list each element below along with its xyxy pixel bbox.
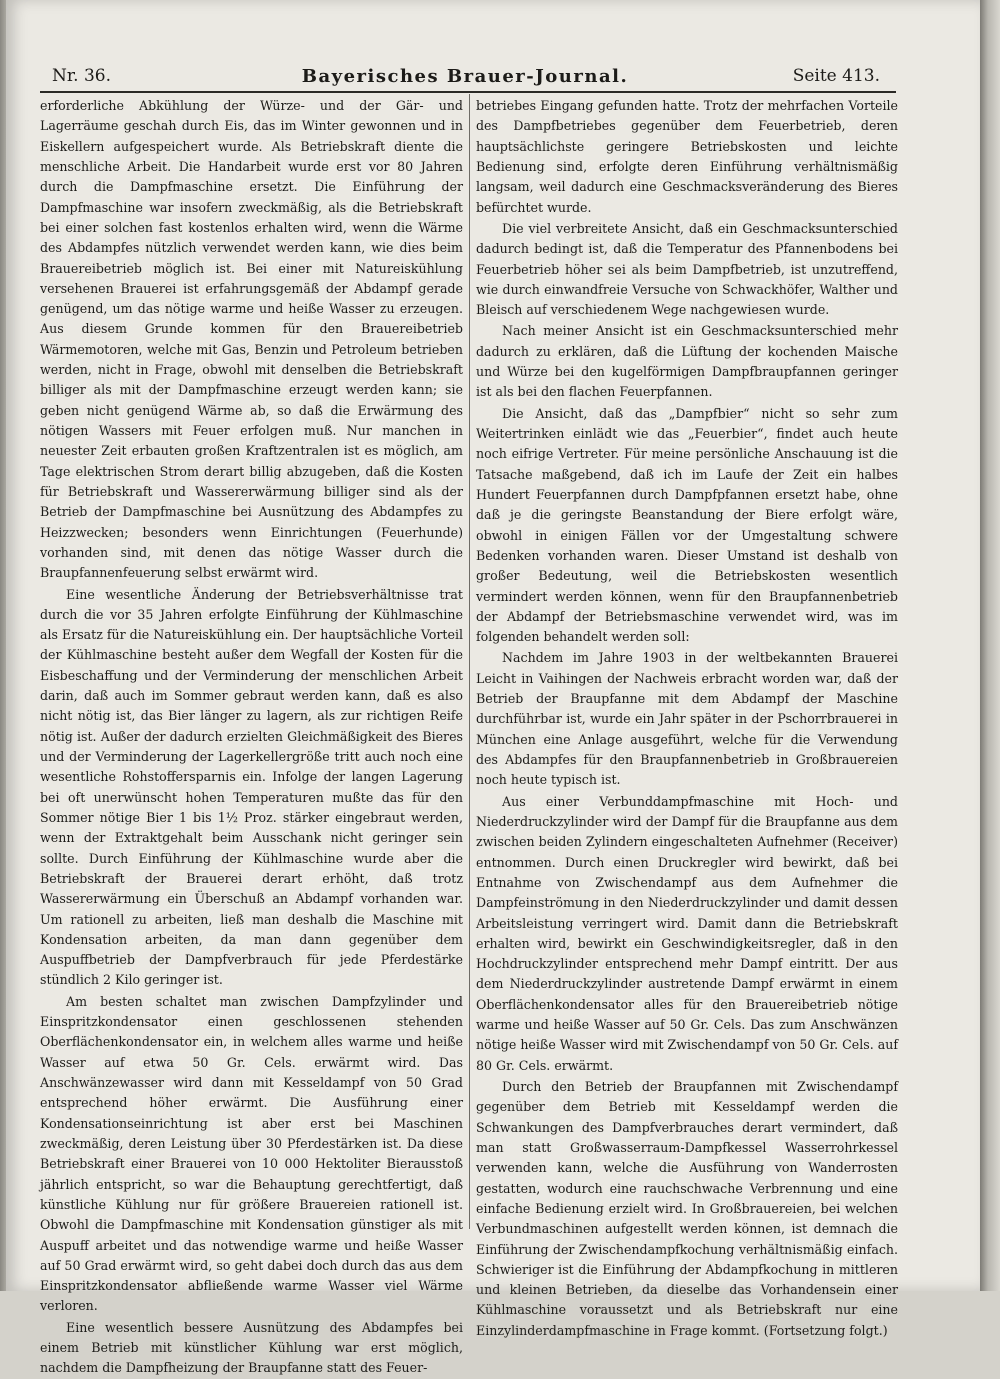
column-divider — [469, 94, 470, 1229]
issue-number: Nr. 36. — [52, 66, 111, 86]
paragraph: betriebes Eingang gefunden hatte. Trotz der mehrfachen Vorteile des Dampfbetriebes gegenüber dem Feuerbetrieb, deren hauptsächlichste geringere Betriebskosten und leichte Bedienung sind, erfolgte deren Einführung verhältnismäßig langsam, weil dadurch eine Geschmacksveränderung des Bieres befürchtet wurde. — [476, 98, 898, 215]
paragraph: Die Ansicht, daß das „Dampfbier“ nicht so sehr zum Weitertrinken einlädt wie das „Feuerbier“, findet auch heute noch eifrige Vertreter. Für meine persönliche Anschauung ist die Tatsache maßgebend, daß ich im Laufe der Zeit ein halbes Hundert Feuerpfannen durch Dampfpfannen ersetzt habe, ohne daß je die geringste Beanstandung der Biere erfolgt wäre, obwohl in einigen Fällen vor der Umgestaltung schwere Bedenken vorhanden waren. Dieser Umstand ist deshalb von großer Bedeutung, weil die Betriebskosten wesentlich vermindert werden können, wenn für den Braupfannenbetrieb der Abdampf der Betriebsmaschine verwendet wird, was im folgenden behandelt werden soll: — [476, 405, 898, 645]
paragraph: Am besten schaltet man zwischen Dampfzylinder und Einspritzkondensator einen geschlossenen stehenden Oberflächenkondensator ein, in welchem alles warme und heiße Wasser auf etwa 50 Gr. Cels. erwärmt wird. Das Anschwänzewasser wird dann mit Kesseldampf von 50 Grad entsprechend höher erwärmt. Die Ausführung einer Kondensationseinrichtung ist aber erst bei Maschinen zweckmäßig, deren Leistung über 30 Pferdestärken ist. Da diese Betriebskraft einer Brauerei von 10 000 Hektoliter Bierausstoß jährlich entspricht, so war die Behauptung gerechtfertigt, daß künstliche Kühlung nur für größere Brauereien rationell ist. Obwohl die Dampfmaschine mit Kondensation günstiger als mit Auspuff arbeitet und das notwendige warme und heiße Wasser auf 50 Grad erwärmt wird, so geht dabei doch durch das aus dem Einspritzkondensator abfließende warme Wasser viel Wärme verloren. — [40, 993, 463, 1314]
paragraph: Durch den Betrieb der Braupfannen mit Zwischendampf gegenüber dem Betrieb mit Kesseldampf werden die Schwankungen des Dampfverbrauches derart vermindert, daß man statt Großwasserraum-Dampfkessel Wasserrohrkessel verwenden kann, welche die Ausführung von Wanderrosten gestatten, wodurch eine rauchschwache Verbrennung und eine einfache Bedienung erzielt wird. In Großbrauereien, bei welchen Verbundmaschinen aufgestellt werden können, ist demnach die Einführung der Zwischendampfkochung verhältnismäßig einfach. Schwieriger ist die Einführung der Abdampfkochung in mittleren und kleinen Betrieben, da dieselbe das Vorhandensein einer Kühlmaschine voraussetzt und als Betriebskraft nur eine Einzylinderdampfmaschine in Frage kommt. (Fortsetzung folgt.) — [476, 1079, 898, 1338]
page-number: Seite 413. — [792, 66, 880, 86]
paragraph: Nachdem im Jahre 1903 in der weltbekannten Brauerei Leicht in Vaihingen der Nachweis erbracht worden war, daß der Betrieb der Braupfanne mit dem Abdampf der Maschine durchführbar ist, wurde ein Jahr später in der Pschorrbrauerei in München eine Anlage ausgeführt, welche für die Verwendung des Abdampfes für den Braupfannenbetrieb in Großbrauereien noch heute typisch ist. — [476, 650, 898, 788]
page-header — [40, 66, 890, 92]
text-column-left — [40, 96, 464, 1376]
paragraph: erforderliche Abkühlung der Würze- und der Gär- und Lagerräume geschah durch Eis, das im Winter gewonnen und in Eiskellern aufgespeichert wurde. Als Betriebskraft diente die menschliche Arbeit. Die Handarbeit wurde erst vor 80 Jahren durch die Dampfmaschine ersetzt. Die Einführung der Dampfmaschine war insofern zweckmäßig, als die Betriebskraft bei einer solchen fast kostenlos erhalten wird, wenn die Wärme des Abdampfes nützlich verwendet werden kann, wie dies beim Brauereibetrieb möglich ist. Bei einer mit Natureiskühlung versehenen Brauerei ist erfahrungsgemäß der Abdampf gerade genügend, um das nötige warme und heiße Wasser zu erzeugen. Aus diesem Grunde kommen für den Brauereibetrieb Wärmemotoren, welche mit Gas, Benzin und Petroleum betrieben werden, nicht in Frage, obwohl mit denselben die Betriebskraft billiger als mit der Dampfmaschine erzeugt werden kann; sie geben nicht genügend Wärme ab, so daß die Erwärmung des nötigen Wassers mit Feuer erfolgen muß. Nur manchen in neuester Zeit erbauten großen Kraftzentralen ist es möglich, am Tage elektrischen Strom derart billig abzugeben, daß die Kosten für Betriebskraft und Wassererwärmung billiger sind als der Betrieb der Dampfmaschine bei Ausnützung des Abdampfes zu Heizzwecken; besonders wenn Einrichtungen (Feuerhunde) vorhanden sind, mit denen das nötige Wasser durch die Braupfannenfeuerung selbst erwärmt wird. — [40, 98, 463, 581]
journal-title: Bayerisches Brauer-Journal. — [301, 66, 629, 87]
paragraph: Eine wesentliche Änderung der Betriebsverhältnisse trat durch die vor 35 Jahren erfolgte Einführung der Kühlmaschine als Ersatz für die Natureiskühlung ein. Der hauptsächliche Vorteil der Kühlmaschine besteht außer dem Wegfall der Kosten für die Eisbeschaffung und der Verminderung der menschlichen Arbeit darin, daß auch im Sommer gebraut werden kann, daß es also nicht nötig ist, das Bier länger zu lagern, als zur richtigen Reife nötig ist. Außer der dadurch erzielten Gleichmäßigkeit des Bieres und der Verminderung der Lagerkellergröße tritt auch noch eine wesentliche Rohstoffersparnis ein. Infolge der langen Lagerung bei oft unerwünscht hohen Temperaturen mußte das für den Sommer nötige Bier 1 bis 1½ Proz. stärker eingebraut werden, wenn der Extraktgehalt beim Ausschank nicht geringer sein sollte. Durch Einführung der Kühlmaschine wurde aber die Betriebskraft der Brauerei derart erhöht, daß trotz Wassererwärmung ein Überschuß an Abdampf vorhanden war. Um rationell zu arbeiten, ließ man deshalb die Maschine mit Kondensation arbeiten, da man dann gegenüber dem Auspuffbetrieb der Dampfverbrauch für jede Pferdestärke stündlich 2 Kilo geringer ist. — [40, 586, 464, 988]
paragraph: Nach meiner Ansicht ist ein Geschmacksunterschied mehr dadurch zu erklären, daß die Lüftung der kochenden Maische und Würze bei den kugelförmigen Dampfbraupfannen geringer ist als bei den flachen Feuerpfannen. — [476, 323, 898, 400]
header-rule — [40, 91, 896, 93]
page-edge-shadow — [980, 0, 1000, 1291]
paragraph: Aus einer Verbunddampfmaschine mit Hoch- und Niederdruckzylinder wird der Dampf für die Braupfanne aus dem zwischen beiden Zylindern eingeschalteten Aufnehmer (Receiver) entnommen. Durch einen Druckregler wird bewirkt, daß bei Entnahme von Zwischendampf aus dem Aufnehmer die Dampfeinströmung in den Niederdruckzylinder und damit dessen Arbeitsleistung verringert wird. Damit dann die Betriebskraft erhalten wird, bewirkt ein Geschwindigkeitsregler, daß in den Hochdruckzylinder entsprechend mehr Dampf eintritt. Der aus dem Niederdruckzylinder austretende Dampf erwärmt in einem Oberflächenkondensator alles für den Brauereibetrieb nötige warme und heiße Wasser auf 50 Gr. Cels. Das zum Anschwänzen nötige heiße Wasser wird mit Zwischendampf von 50 Gr. Cels. auf 80 Gr. Cels. erwärmt. — [476, 793, 898, 1073]
paragraph: Die viel verbreitete Ansicht, daß ein Geschmacksunterschied dadurch bedingt ist, daß die Temperatur des Pfannenbodens bei Feuerbetrieb höher sei als beim Dampfbetrieb, ist unzutreffend, wie durch einwandfreie Versuche von Schwackhöfer, Walther und Bleisch auf verschiedenem Wege nachgewiesen wurde. — [476, 220, 898, 318]
paragraph: Eine wesentlich bessere Ausnützung des Abdampfes bei einem Betrieb mit künstlicher Kühlung war erst möglich, nachdem die Dampfheizung der Braupfanne statt des Feuer- — [40, 1319, 463, 1376]
text-column-right — [476, 96, 898, 1338]
